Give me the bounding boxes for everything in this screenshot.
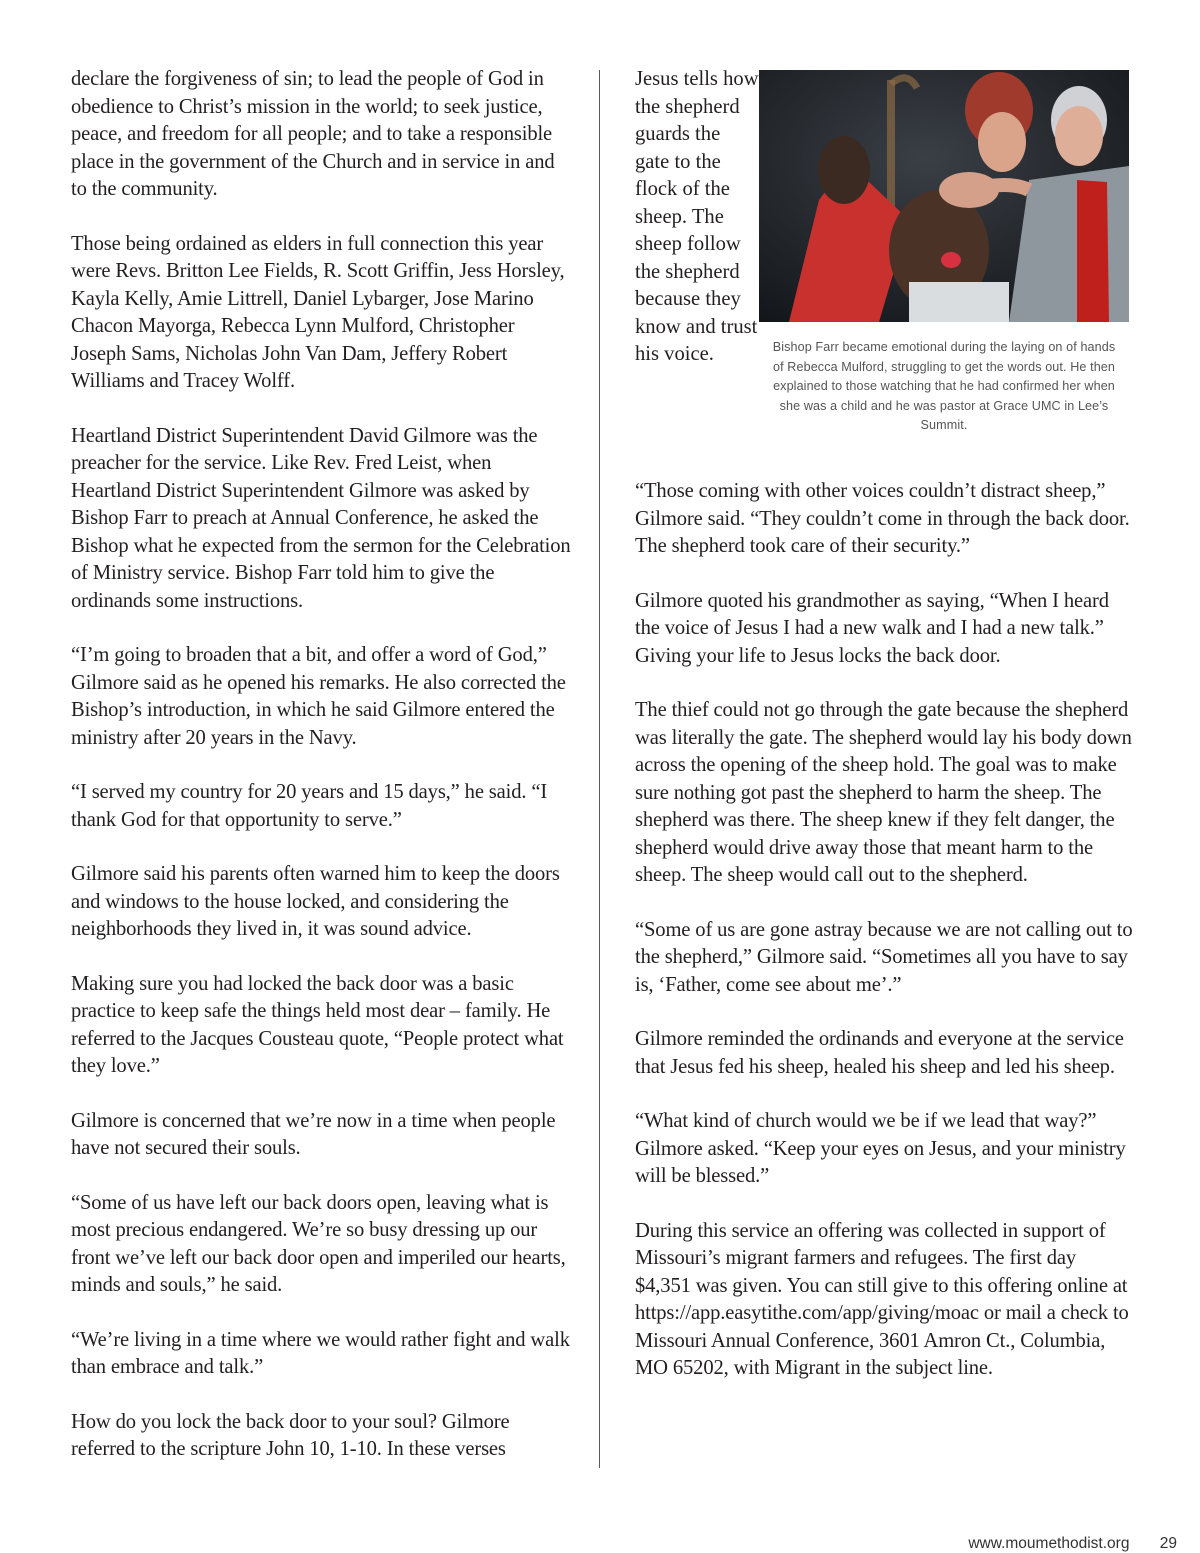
paragraph: “I served my country for 20 years and 15 days,” he said. “I thank God for that opportunity to serve.” <box>71 781 548 831</box>
paragraph: During this service an offering was collected in support of Missouri’s migrant farmers and refugees. The first day $4,351 was given. You can still give to this offering online at https://app.easytithe.com/app/giving/moac or mail a check to Missouri Annual Conference, 3601 Amron Ct., Columbia, MO 65202, with Migrant in the subject line. <box>635 1219 1129 1379</box>
page-number: 29 <box>1159 1535 1177 1552</box>
right-column <box>635 478 1135 1410</box>
photo-caption: Bishop Farr became emotional during the laying on of hands of Rebecca Mulford, struggling to get the words out. He then explained to those watching that he had confirmed her when she was a child and he was pastor at Grace UMC in Lee’s Summit. <box>772 340 1116 433</box>
paragraph: The thief could not go through the gate because the shepherd was literally the gate. The shepherd would lay his body down across the opening of the sheep hold. The goal was to make sure nothing got past the shepherd to harm the sheep. The shepherd was there. The sheep knew if they felt danger, the shepherd would drive away those that meant harm to the sheep. The sheep would call out to the shepherd. <box>635 699 1132 886</box>
paragraph: declare the forgiveness of sin; to lead the people of God in obedience to Christ’s mission in the world; to seek justice, peace, and freedom for all people; and to take a responsible place in the government of the Church and in service in and to the community. <box>71 68 555 200</box>
paragraph: Gilmore quoted his grandmother as saying, “When I heard the voice of Jesus I had a new walk and I had a new talk.” Giving your life to Jesus locks the back door. <box>635 589 1109 667</box>
footer-url[interactable]: www.moumethodist.org <box>968 1535 1130 1552</box>
paragraph: “Some of us have left our back doors open, leaving what is most precious endangered. We’re so busy dressing up our front we’ve left our back door open and imperiled our hearts, minds and souls,” he said. <box>71 1191 566 1296</box>
paragraph: How do you lock the back door to your soul? Gilmore referred to the scripture John 10, 1-10. In these verses <box>71 1410 510 1460</box>
photo-illustration <box>759 70 1129 322</box>
paragraph: “Some of us are gone astray because we are not calling out to the shepherd,” Gilmore said. “Sometimes all you have to say is, ‘Father, come see about me’.” <box>635 918 1133 996</box>
page-footer <box>968 1535 1177 1553</box>
paragraph: Making sure you had locked the back door was a basic practice to keep safe the things held most dear – family. He referred to the Jacques Cousteau quote, “People protect what they love.” <box>71 972 564 1077</box>
paragraph: Those being ordained as elders in full connection this year were Revs. Britton Lee Fields, R. Scott Griffin, Jess Horsley, Kayla Kelly, Amie Littrell, Daniel Lybarger, Jose Marino Chacon Mayorga, Rebecca Lynn Mulford, Christopher Joseph Sams, Nicholas John Van Dam, Jeffery Robert Williams and Tracey Wolff. <box>71 232 565 392</box>
column-divider <box>599 70 600 1468</box>
paragraph: “Those coming with other voices couldn’t distract sheep,” Gilmore said. “They couldn’t come in through the back door. The shepherd took care of their security.” <box>635 480 1130 557</box>
paragraph: Gilmore is concerned that we’re now in a time when people have not secured their souls. <box>71 1109 556 1159</box>
paragraph: Gilmore said his parents often warned him to keep the doors and windows to the house locked, and considering the neighborhoods they lived in, it was sound advice. <box>71 863 560 940</box>
pullout-quote: Jesus tells how the shepherd guards the gate to the flock of the sheep. The sheep follow the shepherd because they know and trust his voice. <box>635 68 759 365</box>
left-column <box>71 66 571 1491</box>
paragraph: Heartland District Superintendent David Gilmore was the preacher for the service. Like Rev. Fred Leist, when Heartland District Superintendent Gilmore was asked by Bishop Farr to preach at Annual Conference, he asked the Bishop what he expected from the sermon for the Celebration of Ministry service. Bishop Farr told him to give the ordinands some instructions. <box>71 424 571 612</box>
ordination-photo <box>759 70 1129 322</box>
paragraph: “I’m going to broaden that a bit, and offer a word of God,” Gilmore said as he opened his remarks. He also corrected the Bishop’s introduction, in which he said Gilmore entered the ministry after 20 years in the Navy. <box>71 644 566 749</box>
paragraph: “What kind of church would we be if we lead that way?” Gilmore asked. “Keep your eyes on Jesus, and your ministry will be blessed.” <box>635 1110 1126 1187</box>
paragraph: “We’re living in a time where we would rather fight and walk than embrace and talk.” <box>71 1328 570 1378</box>
paragraph: Gilmore reminded the ordinands and everyone at the service that Jesus fed his sheep, healed his sheep and led his sheep. <box>635 1028 1124 1078</box>
